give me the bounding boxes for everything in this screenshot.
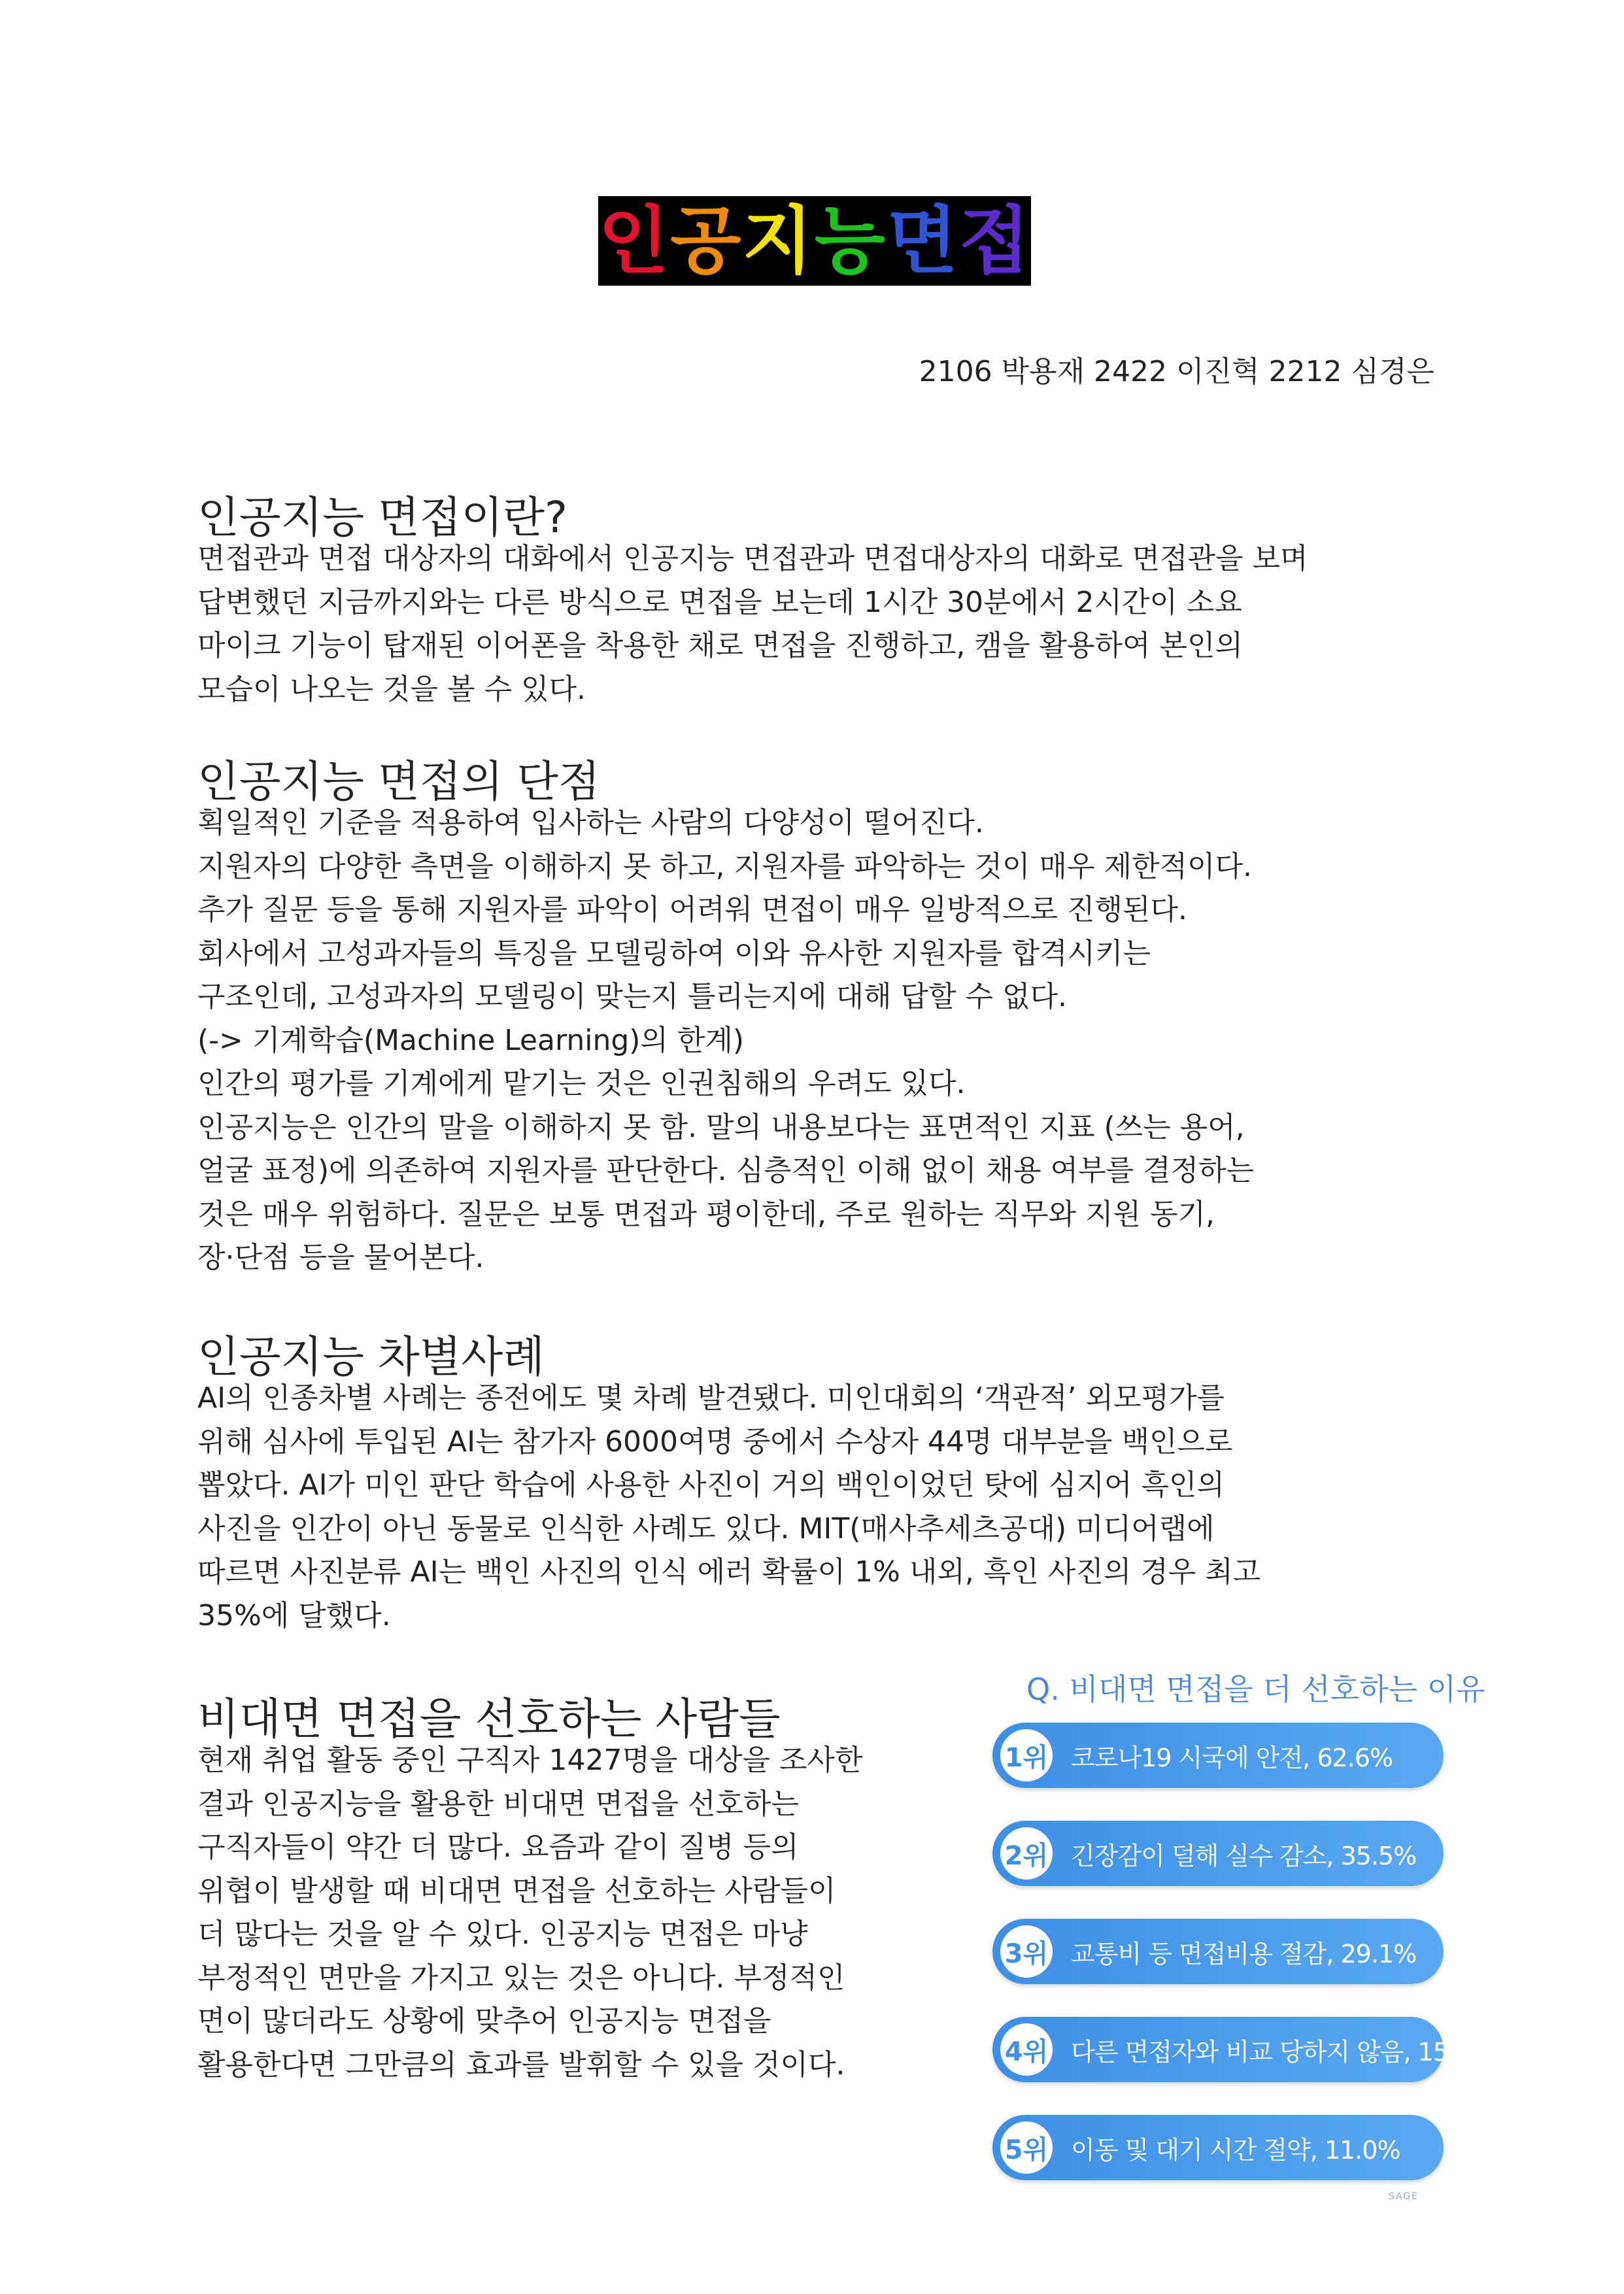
text-line: 35%에 달했다. xyxy=(197,1598,391,1632)
text-line: 마이크 기능이 탑재된 이어폰을 착용한 채로 면접을 진행하고, 캠을 활용하여 본인의 xyxy=(197,629,1243,662)
reason-item xyxy=(992,1821,1444,1886)
reason-text: 교통비 등 면접비용 절감, 29.1% xyxy=(1071,1939,1417,1968)
text-line: 구조인데, 고성과자의 모델링이 맞는지 틀리는지에 대해 답할 수 없다. xyxy=(197,980,1067,1013)
text-line: 위협이 발생할 때 비대면 면접을 선호하는 사람들이 xyxy=(197,1874,836,1908)
text-line: 현재 취업 활동 중인 구직자 1427명을 대상을 조사한 xyxy=(197,1744,863,1777)
text-line: 답변했던 지금까지와는 다른 방식으로 면접을 보는데 1시간 30분에서 2시간이 소요 xyxy=(197,585,1242,619)
text-line: 획일적인 기준을 적용하여 입사하는 사람의 다양성이 떨어진다. xyxy=(197,806,985,839)
text-line: 모습이 나오는 것을 볼 수 있다. xyxy=(197,672,586,706)
text-line: 추가 질문 등을 통해 지원자를 파악이 어려워 면접이 매우 일방적으로 진행된다. xyxy=(197,893,1187,926)
watermark: SAGE xyxy=(1388,2191,1419,2202)
reason-item xyxy=(992,1919,1444,1984)
rank-badge: 1위 xyxy=(1000,1729,1053,1781)
text-line: 활용한다면 그만큼의 효과를 발휘할 수 있을 것이다. xyxy=(197,2048,845,2082)
title-char: 공 xyxy=(670,198,743,284)
text-line: 장·단점 등을 물어본다. xyxy=(197,1241,484,1274)
rank-badge: 5위 xyxy=(1000,2121,1053,2174)
text-line: AI의 인종차별 사례는 종전에도 몇 차례 발견됐다. 미인대회의 ‘객관적’ 외모평가를 xyxy=(197,1381,1225,1415)
text-line: 구직자들이 약간 더 많다. 요즘과 같이 질병 등의 xyxy=(197,1830,799,1864)
text-line: 뽑았다. AI가 미인 판단 학습에 사용한 사진이 거의 백인이었던 탓에 심지어 흑인의 xyxy=(197,1468,1225,1502)
reason-item xyxy=(992,1723,1444,1788)
title-char: 접 xyxy=(958,198,1031,284)
intro-paragraph xyxy=(197,537,1308,711)
title-char: 능 xyxy=(814,198,887,284)
section-title-preference: 비대면 면접을 선호하는 사람들 xyxy=(197,1694,781,1744)
text-line: 결과 인공지능을 활용한 비대면 면접을 선호하는 xyxy=(197,1787,800,1821)
infographic-question: Q. 비대면 면접을 더 선호하는 이유 xyxy=(1026,1672,1485,1707)
text-line: 회사에서 고성과자들의 특징을 모델링하여 이와 유사한 지원자를 합격시키는 xyxy=(197,936,1151,970)
rank-badge: 3위 xyxy=(1000,1925,1053,1978)
authors: 2106 박용재 2422 이진혁 2212 심경은 xyxy=(919,355,1434,388)
title-char: 면 xyxy=(887,198,959,284)
reason-item xyxy=(992,2017,1494,2082)
text-line: 부정적인 면만을 가지고 있는 것은 아니다. 부정적인 xyxy=(197,1961,845,1995)
section-title-discrimination: 인공지능 차별사례 xyxy=(197,1332,545,1382)
reason-text: 이동 및 대기 시간 절약, 11.0% xyxy=(1071,2135,1400,2165)
text-line: 면이 많더라도 상황에 맞추어 인공지능 면접을 xyxy=(197,2004,771,2038)
reason-text: 긴장감이 덜해 실수 감소, 35.5% xyxy=(1071,1841,1417,1870)
reason-text: 코로나19 시국에 안전, 62.6% xyxy=(1071,1743,1393,1772)
text-line: 인간의 평가를 기계에게 맡기는 것은 인권침해의 우려도 있다. xyxy=(197,1067,966,1100)
text-line: 지원자의 다양한 측면을 이해하지 못 하고, 지원자를 파악하는 것이 매우 제한적이다. xyxy=(197,849,1252,883)
section-title-intro: 인공지능 면접이란? xyxy=(197,492,568,543)
reason-text: 다른 면접자와 비교 당하지 않음, 15.4% xyxy=(1071,2037,1494,2066)
section-title-drawbacks: 인공지능 면접의 단점 xyxy=(197,756,600,807)
text-line: 인공지능은 인간의 말을 이해하지 못 함. 말의 내용보다는 표면적인 지표 (쓰는 용어, xyxy=(197,1110,1245,1144)
title-banner xyxy=(598,196,1031,286)
rank-badge: 2위 xyxy=(1000,1827,1053,1880)
text-line: 더 많다는 것을 알 수 있다. 인공지능 면접은 마냥 xyxy=(197,1917,808,1951)
title-char: 인 xyxy=(598,198,671,284)
text-line: 면접관과 면접 대상자의 대화에서 인공지능 면접관과 면접대상자의 대화로 면접관을 보며 xyxy=(197,542,1308,575)
text-line: 얼굴 표정)에 의존하여 지원자를 판단한다. 심층적인 이해 없이 채용 여부를 결정하는 xyxy=(197,1154,1255,1187)
text-line: 따르면 사진분류 AI는 백인 사진의 인식 에러 확률이 1% 내외, 흑인 사진의 경우 최고 xyxy=(197,1555,1261,1589)
drawbacks-paragraph xyxy=(197,801,1254,1280)
title-char: 지 xyxy=(742,198,815,284)
discrimination-paragraph xyxy=(197,1377,1260,1638)
text-line: 사진을 인간이 아닌 동물로 인식한 사례도 있다. MIT(매사추세츠공대) 미디어랩에 xyxy=(197,1511,1215,1545)
preference-paragraph xyxy=(197,1739,862,2087)
text-line: (-> 기계학습(Machine Learning)의 한계) xyxy=(197,1023,745,1057)
text-line: 위해 심사에 투입된 AI는 참가자 6000여명 중에서 수상자 44명 대부분을 백인으로 xyxy=(197,1425,1233,1459)
reason-item xyxy=(992,2115,1444,2180)
text-line: 것은 매우 위험하다. 질문은 보통 면접과 평이한데, 주로 원하는 직무와 지원 동기, xyxy=(197,1197,1215,1231)
preference-reasons-infographic xyxy=(981,1661,1494,2203)
rank-badge: 4위 xyxy=(1000,2023,1053,2076)
